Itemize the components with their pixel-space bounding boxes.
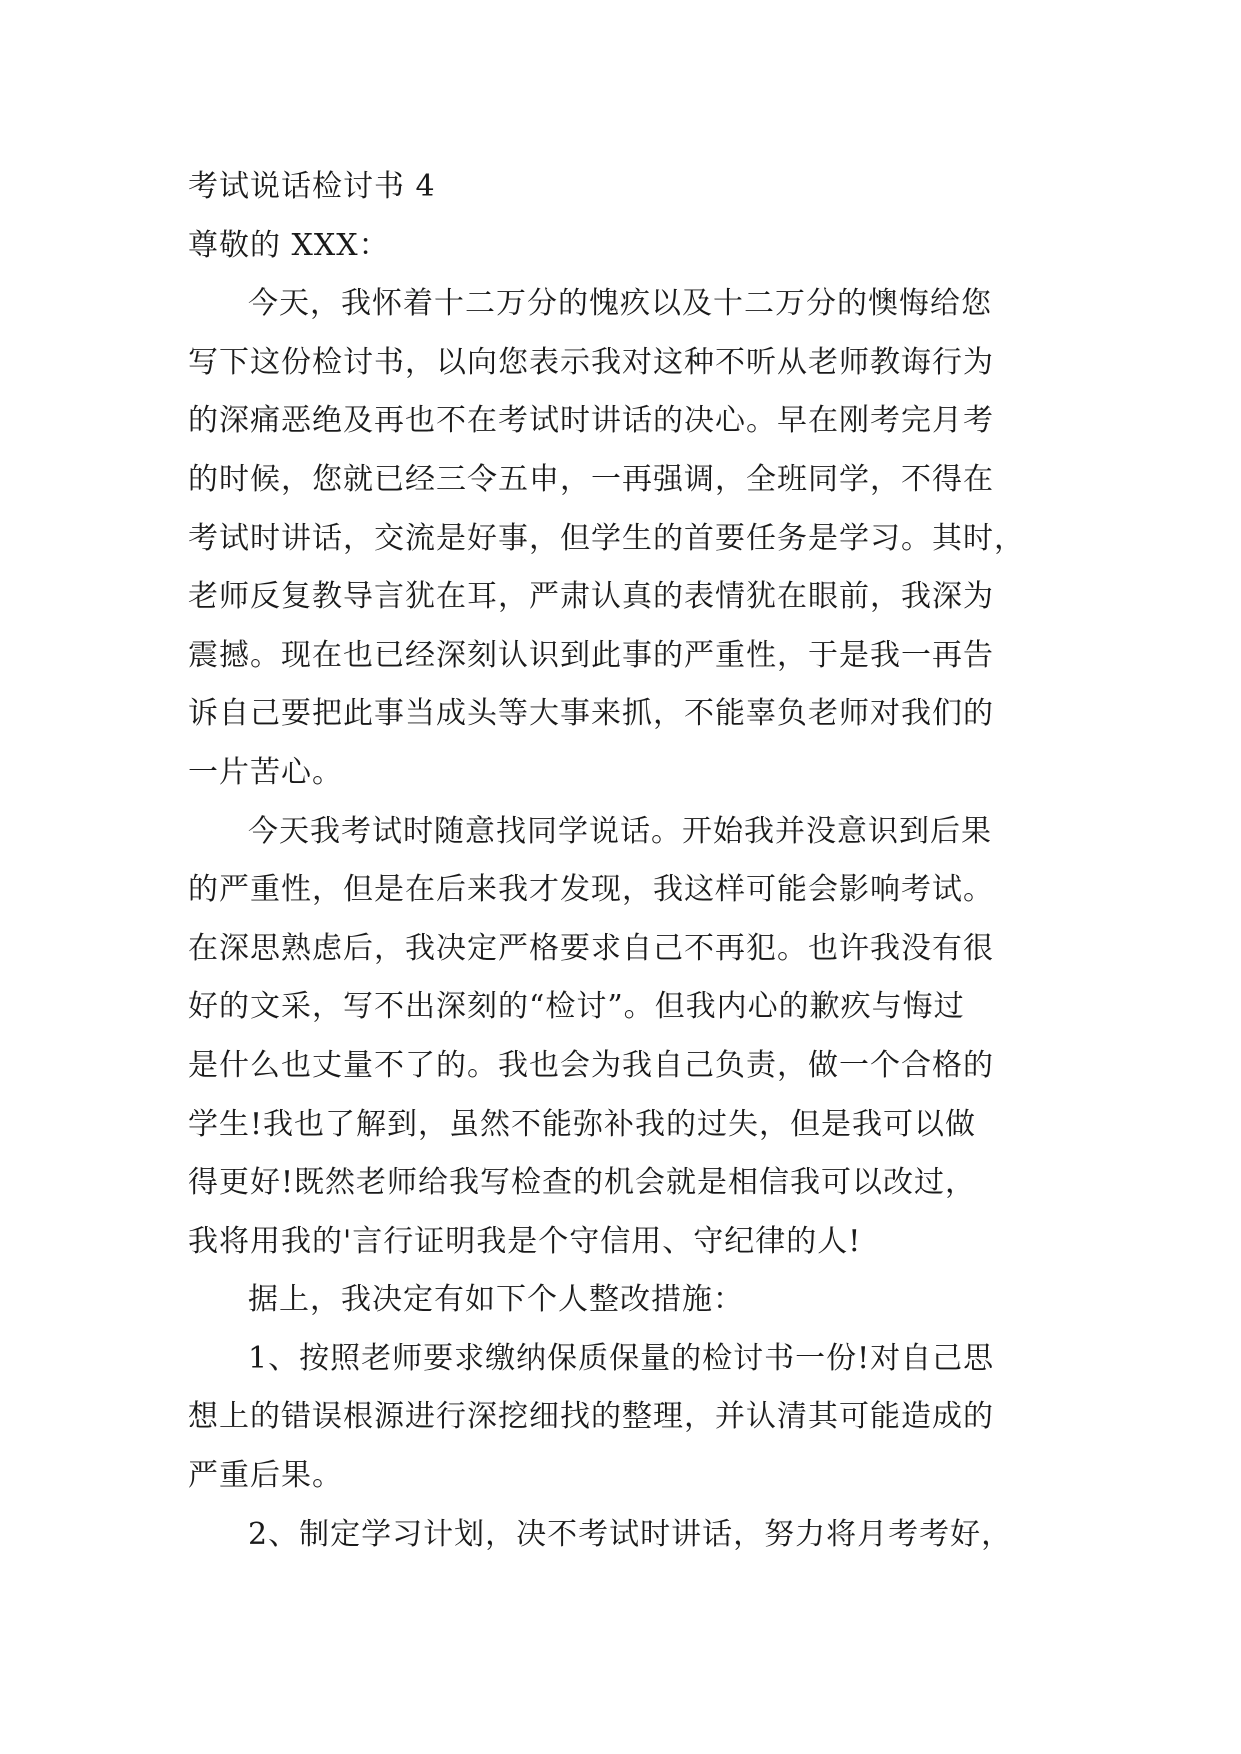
paragraph-4 (188, 1330, 1058, 1506)
paragraph-line: 1、按照老师要求缴纳保质保量的检讨书一份!对自己思 (248, 1340, 995, 1376)
paragraph-2 (188, 803, 1058, 1272)
paragraph-line: 的深痛恶绝及再也不在考试时讲话的决心。早在刚考完月考 (188, 403, 994, 439)
paragraph-line: 据上，我决定有如下个人整改措施： (248, 1282, 744, 1318)
paragraph-1 (188, 275, 1058, 802)
paragraph-line: 学生!我也了解到，虽然不能弥补我的过失，但是我可以做 (188, 1106, 977, 1142)
paragraph-5 (188, 1506, 1058, 1565)
paragraph-line: 考试时讲话，交流是好事，但学生的首要任务是学习。其时， (188, 520, 1025, 556)
paragraph-line: 想上的错误根源进行深挖细找的整理，并认清其可能造成的 (188, 1399, 994, 1435)
paragraph-line: 在深思熟虑后，我决定严格要求自己不再犯。也许我没有很 (188, 930, 994, 966)
paragraph-line: 的时候，您就已经三令五申，一再强调，全班同学，不得在 (188, 461, 994, 497)
paragraph-line: 诉自己要把此事当成头等大事来抓，不能辜负老师对我们的 (188, 696, 994, 732)
document-title: 考试说话检讨书 4 (188, 169, 436, 204)
paragraph-line: 好的文采，写不出深刻的“检讨”。但我内心的歉疚与悔过 (188, 989, 965, 1025)
paragraph-3 (188, 1271, 1058, 1330)
salutation: 尊敬的 XXX： (188, 227, 390, 263)
paragraph-line: 老师反复教导言犹在耳，严肃认真的表情犹在眼前，我深为 (188, 579, 994, 615)
paragraph-line: 震撼。现在也已经深刻认识到此事的严重性，于是我一再告 (188, 637, 994, 673)
paragraph-line: 2、制定学习计划，决不考试时讲话，努力将月考考好， (248, 1516, 1013, 1552)
paragraph-line: 今天我考试时随意找同学说话。开始我并没意识到后果 (248, 813, 992, 849)
paragraph-line: 写下这份检讨书，以向您表示我对这种不听从老师教诲行为 (188, 344, 994, 380)
paragraph-line: 一片苦心。 (188, 754, 343, 790)
paragraph-line: 得更好!既然老师给我写检查的机会就是相信我可以改过， (188, 1165, 977, 1201)
document-body (188, 158, 1058, 1564)
paragraph-line: 今天，我怀着十二万分的愧疚以及十二万分的懊悔给您 (248, 286, 992, 322)
paragraph-line: 的严重性，但是在后来我才发现，我这样可能会影响考试。 (188, 872, 994, 908)
paragraph-line: 我将用我的'言行证明我是个守信用、守纪律的人! (188, 1223, 862, 1259)
paragraph-line: 是什么也丈量不了的。我也会为我自己负责，做一个合格的 (188, 1047, 994, 1083)
paragraph-line: 严重后果。 (188, 1458, 343, 1494)
